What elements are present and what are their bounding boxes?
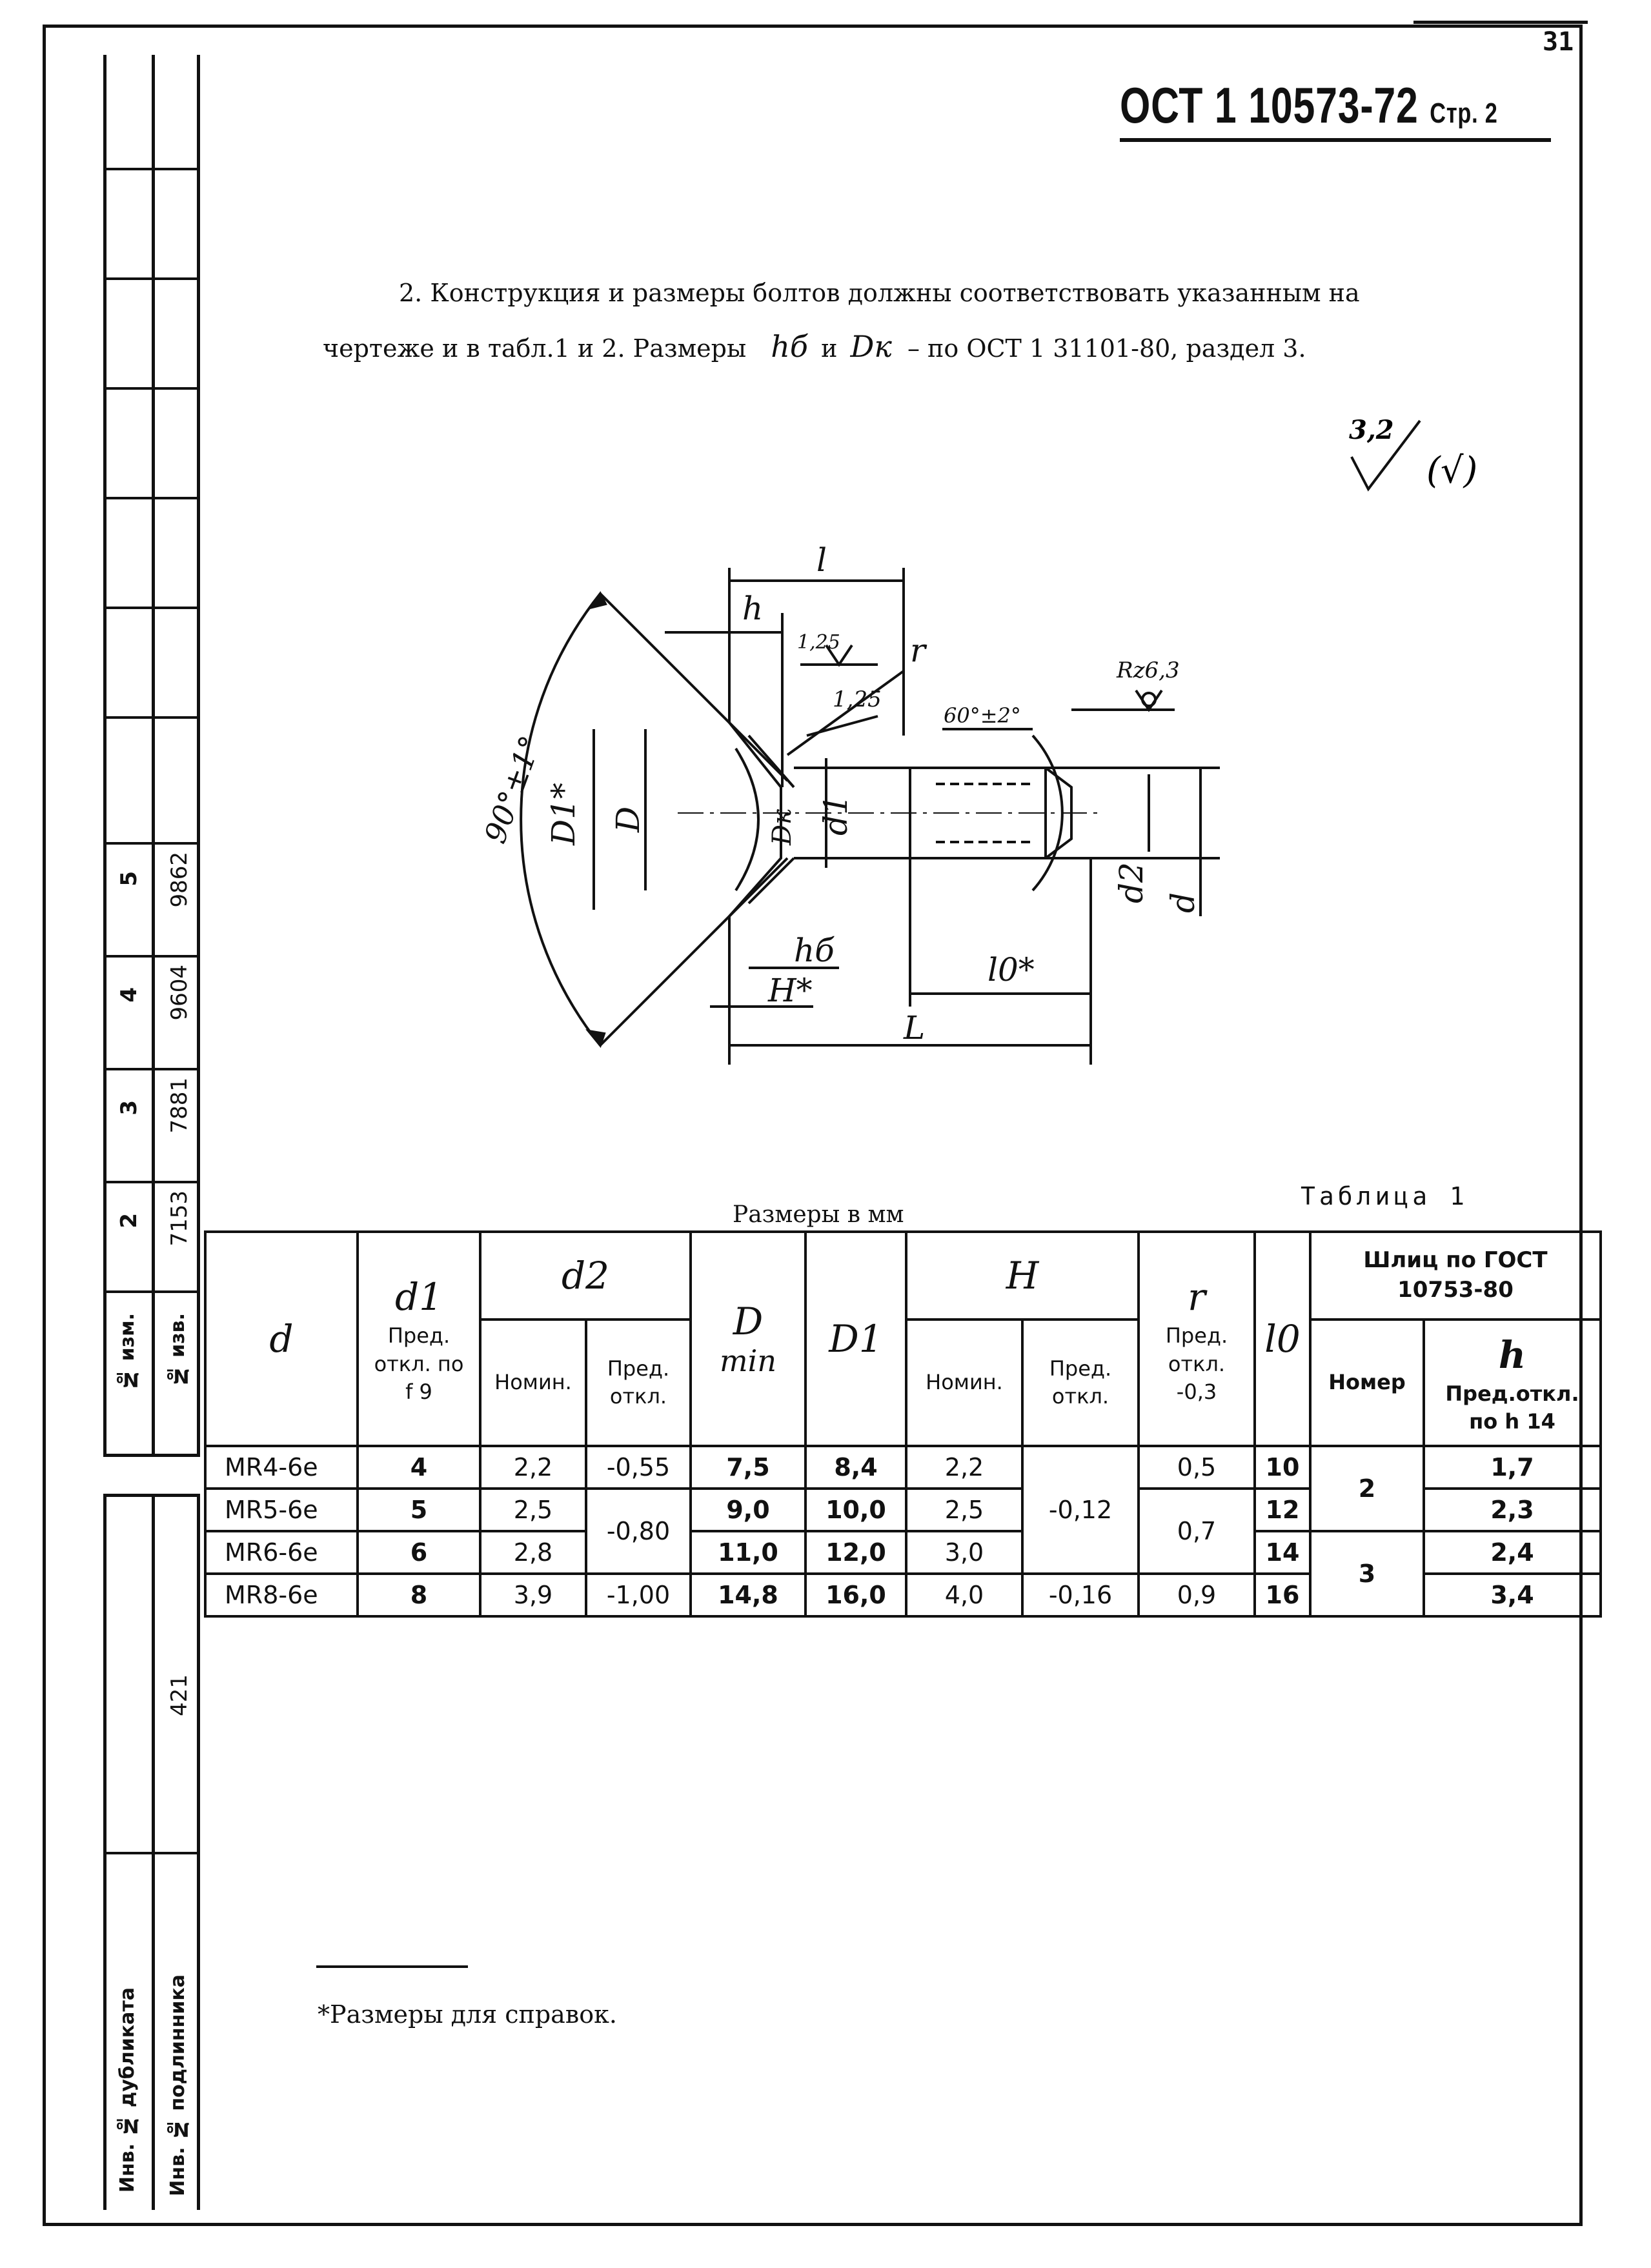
header-d1-note: Пред. откл. по f 9	[374, 1323, 464, 1404]
footnote-rule	[316, 1965, 468, 1968]
cell-H-dev: -0,12	[1022, 1446, 1139, 1574]
symbol-dk: Dк	[850, 329, 892, 364]
paragraph-text-b: – по ОСТ 1 31101-80, раздел 3.	[907, 334, 1306, 363]
standard-number: ОСТ 1 10573-72	[1120, 77, 1419, 134]
notice-9862: 9862	[167, 852, 192, 908]
label-roughness-2: 1,25	[833, 687, 882, 712]
header-d2: d2	[480, 1232, 691, 1320]
label-angle-90: 90°±1°	[477, 731, 549, 848]
stamp-divider	[152, 55, 155, 1454]
cell-d1: 8	[358, 1574, 480, 1616]
header-d2-nom: Номин.	[480, 1320, 586, 1446]
label-h: h	[742, 590, 764, 627]
paragraph-line-1: 2. Конструкция и размеры болтов должны соответствовать указанным на	[399, 279, 1360, 307]
header-D1: D1	[805, 1232, 906, 1446]
cell-d2-dev: -1,00	[586, 1574, 691, 1616]
header-r-symbol: r	[1188, 1275, 1206, 1320]
cell-l0: 12	[1255, 1489, 1310, 1531]
top-rule	[1413, 21, 1588, 24]
cell-r: 0,9	[1139, 1574, 1255, 1616]
header-d: d	[205, 1232, 358, 1446]
cell-D1: 16,0	[805, 1574, 906, 1616]
cell-h: 2,4	[1424, 1531, 1601, 1574]
notice-9604: 9604	[167, 965, 192, 1021]
cell-D: 7,5	[691, 1446, 805, 1489]
cell-H: 3,0	[906, 1531, 1022, 1574]
cell-slot: 3	[1310, 1531, 1424, 1616]
header-D-min: min	[720, 1343, 776, 1378]
header-slot-number: Номер	[1310, 1320, 1424, 1446]
label-original-inventory: Инв. № подлинника	[167, 1974, 189, 2196]
header-H-nom: Номин.	[906, 1320, 1022, 1446]
cell-l0: 16	[1255, 1574, 1310, 1616]
cell-d2-dev: -0,80	[586, 1489, 691, 1574]
change-num-4: 4	[116, 987, 142, 1003]
cone-line	[600, 858, 787, 1045]
cell-D1: 10,0	[805, 1489, 906, 1531]
cell-d2: 2,2	[480, 1446, 586, 1489]
stamp-row-line	[103, 716, 200, 719]
label-H: H*	[768, 972, 813, 1009]
label-r: r	[910, 632, 926, 669]
cell-H: 2,5	[906, 1489, 1022, 1531]
header-d1	[358, 1232, 480, 1446]
header-d2-dev: Пред. откл.	[586, 1320, 691, 1446]
roughness-default-symbol: (√)	[1426, 450, 1478, 492]
header-slot: Шлиц по ГОСТ 10753-80	[1310, 1232, 1601, 1320]
head-section	[736, 748, 758, 890]
stamp-gap	[103, 1454, 200, 1497]
stamp-row-line	[103, 387, 200, 390]
stamp-row-line	[103, 277, 200, 280]
bolt-drawing	[387, 542, 1278, 1136]
paragraph-line-2	[323, 329, 1306, 364]
label-l0: l0*	[988, 951, 1035, 988]
header-H-dev: Пред. откл.	[1022, 1320, 1139, 1446]
cell-d2: 2,5	[480, 1489, 586, 1531]
cell-d1: 4	[358, 1446, 480, 1489]
cell-D: 11,0	[691, 1531, 805, 1574]
label-rz: Rz6,3	[1117, 657, 1180, 683]
table-row	[205, 1531, 1601, 1574]
paragraph-and: и	[821, 334, 838, 363]
stamp-row-line	[103, 955, 200, 958]
footnote: *Размеры для справок.	[318, 2000, 617, 2029]
cell-d1: 5	[358, 1489, 480, 1531]
header-l0: l0	[1255, 1232, 1310, 1446]
header-h	[1424, 1320, 1601, 1446]
cell-D: 14,8	[691, 1574, 805, 1616]
change-num-3: 3	[116, 1100, 142, 1116]
stamp-row-line	[103, 168, 200, 170]
cell-h: 2,3	[1424, 1489, 1601, 1531]
cell-H: 2,2	[906, 1446, 1022, 1489]
cell-slot: 2	[1310, 1446, 1424, 1531]
label-d2: d2	[1113, 862, 1150, 903]
header-r	[1139, 1232, 1255, 1446]
title-underline	[1120, 138, 1551, 142]
leader	[787, 671, 904, 755]
stamp-row-line	[103, 1852, 200, 1854]
label-d1: d1	[817, 794, 855, 836]
header-d1-symbol: d1	[394, 1275, 443, 1320]
cell-l0: 14	[1255, 1531, 1310, 1574]
cell-h: 3,4	[1424, 1574, 1601, 1616]
label-Dk: Dк	[767, 809, 797, 845]
label-l: l	[816, 542, 827, 579]
dimensions-table	[204, 1230, 1602, 1618]
notice-7881: 7881	[167, 1078, 192, 1134]
table-row	[205, 1446, 1601, 1489]
cell-mark: MR6-6e	[205, 1531, 358, 1574]
cell-d1: 6	[358, 1531, 480, 1574]
label-D1: D1*	[545, 783, 582, 845]
cell-d2-dev: -0,55	[586, 1446, 691, 1489]
cell-D1: 12,0	[805, 1531, 906, 1574]
cell-r: 0,5	[1139, 1446, 1255, 1489]
cell-mark: MR8-6e	[205, 1574, 358, 1616]
header-notice-num: № изв.	[167, 1313, 189, 1387]
change-num-2: 2	[116, 1213, 142, 1229]
stamp-row-line	[103, 1068, 200, 1070]
label-L: L	[904, 1009, 926, 1047]
label-duplicate-inventory: Инв. № дубликата	[116, 1987, 139, 2193]
cell-d2: 3,9	[480, 1574, 586, 1616]
roughness-circle-icon	[1142, 693, 1155, 706]
cell-l0: 10	[1255, 1446, 1310, 1489]
stamp-row-line	[103, 607, 200, 609]
cell-D: 9,0	[691, 1489, 805, 1531]
original-inventory-number: 421	[167, 1674, 192, 1716]
page-label: Стр. 2	[1430, 97, 1498, 129]
cell-r: 0,7	[1139, 1489, 1255, 1574]
table-caption: Таблица 1	[1301, 1182, 1468, 1210]
header-h-note: Пред.откл. по h 14	[1445, 1381, 1579, 1434]
header-h-symbol: h	[1498, 1332, 1526, 1377]
paragraph-text-a: чертеже и в табл.1 и 2. Размеры	[323, 334, 747, 363]
stamp-row-line	[103, 842, 200, 845]
notice-7153: 7153	[167, 1190, 192, 1247]
stamp-row-line	[103, 1181, 200, 1183]
cell-D1: 8,4	[805, 1446, 906, 1489]
header-r-note: Пред. откл. -0,3	[1165, 1323, 1228, 1404]
header-D-symbol: D	[733, 1300, 764, 1343]
symbol-hb: hб	[771, 329, 808, 364]
roughness-value: 3,2	[1349, 415, 1394, 445]
cell-H-dev: -0,16	[1022, 1574, 1139, 1616]
label-angle-60: 60°±2°	[944, 703, 1021, 728]
header-H: H	[906, 1232, 1139, 1320]
stamp-row-line	[103, 1290, 200, 1293]
stamp-row-line	[103, 497, 200, 499]
header-D	[691, 1232, 805, 1446]
label-D: D	[609, 806, 647, 832]
table-units: Размеры в мм	[733, 1201, 904, 1228]
change-num-5: 5	[116, 871, 142, 887]
cell-mark: MR5-6e	[205, 1489, 358, 1531]
label-roughness-1: 1,25	[797, 631, 840, 654]
cell-d2: 2,8	[480, 1531, 586, 1574]
cell-H: 4,0	[906, 1574, 1022, 1616]
page-number: 31	[1543, 27, 1574, 57]
label-hb: hб	[794, 932, 835, 969]
standard-title	[1120, 76, 1498, 135]
cell-mark: MR4-6e	[205, 1446, 358, 1489]
header-change-num: № изм.	[116, 1313, 139, 1390]
label-d: d	[1164, 892, 1202, 913]
cell-h: 1,7	[1424, 1446, 1601, 1489]
roughness-symbol	[1342, 406, 1510, 510]
